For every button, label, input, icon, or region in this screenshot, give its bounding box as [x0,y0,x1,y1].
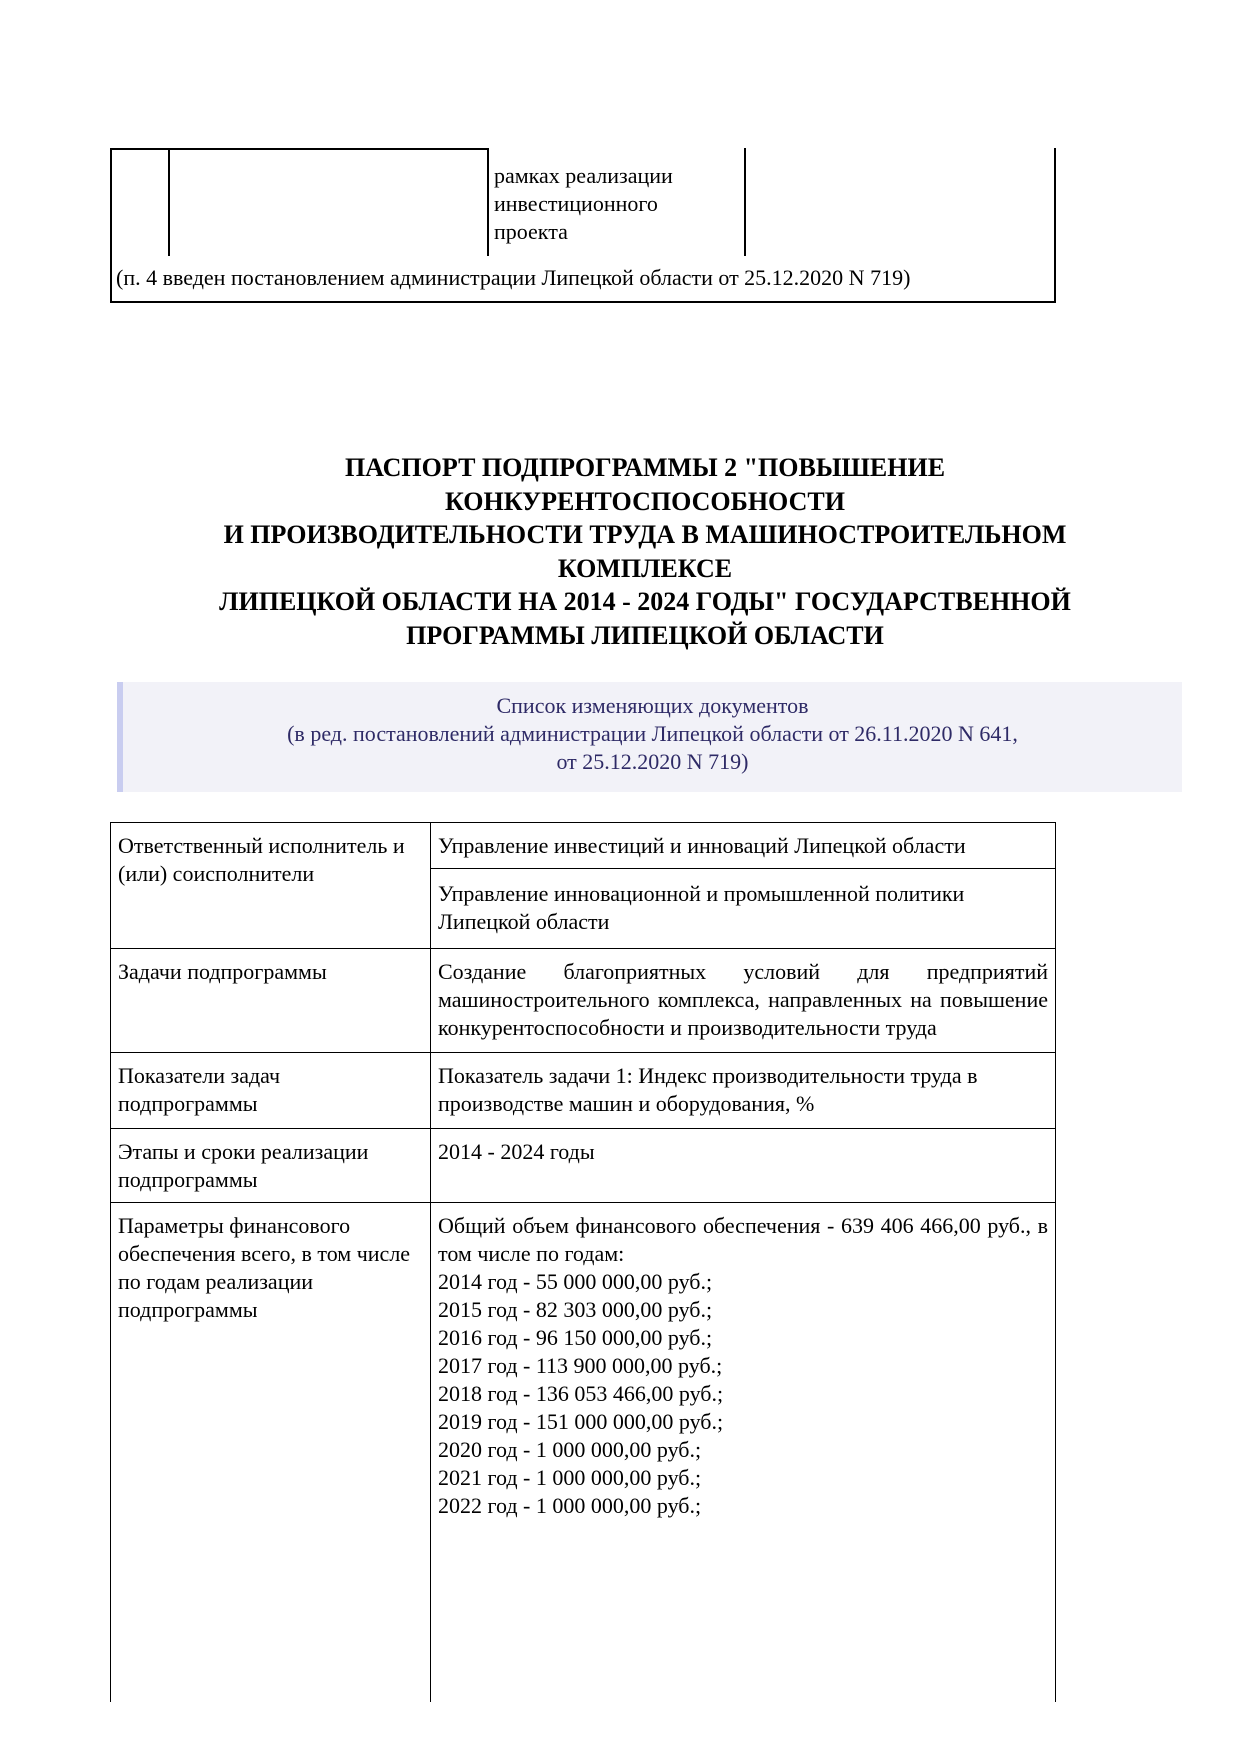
title-line: И ПРОИЗВОДИТЕЛЬНОСТИ ТРУДА В МАШИНОСТРОИТЕЛЬНОМ [223,520,1067,549]
passport-table [110,822,1056,1702]
row-value: Создание благоприятных условий для предприятий машиностроительного комплекса, направленных на повышение конкурентоспособности и производительности труда [431,949,1056,1053]
table-row [111,1053,1056,1129]
table-border [110,148,112,303]
table-border [487,148,489,256]
page-title [140,451,1150,652]
cell-line: инвестиционного [494,191,658,216]
finance-year-item: 2014 год - 55 000 000,00 руб.; [438,1269,713,1294]
finance-total: Общий объем финансового обеспечения - 639 406 466,00 руб., в том числе по годам: [438,1213,1048,1266]
changes-note-box [117,682,1182,792]
title-line: КОНКУРЕНТОСПОСОБНОСТИ [445,486,845,516]
table-border [1054,148,1056,303]
changes-note-line: (в ред. постановлений администрации Липецкой области от 26.11.2020 N 641, [287,721,1018,746]
row-label: Задачи подпрограммы [111,949,431,1053]
finance-year-item: 2018 год - 136 053 466,00 руб.; [438,1381,724,1406]
table-row [111,949,1056,1053]
table-row [111,1129,1056,1203]
row-value [431,1203,1056,1703]
row-value: 2014 - 2024 годы [431,1129,1056,1203]
row-label: Показатели задач подпрограммы [111,1053,431,1129]
row-label: Ответственный исполнитель и (или) соисполнители [111,823,431,949]
finance-year-item: 2021 год - 1 000 000,00 руб.; [438,1465,702,1490]
table-cell [494,162,739,246]
table-border [744,148,746,256]
table-border [168,148,170,256]
changes-note-line: от 25.12.2020 N 719) [556,749,749,774]
table-row [111,823,1056,869]
row-label: Этапы и сроки реализации подпрограммы [111,1129,431,1203]
changes-note-heading: Список изменяющих документов [496,693,809,718]
amendment-note: (п. 4 введен постановлением администрации Липецкой области от 25.12.2020 N 719) [116,265,911,290]
table-row [111,1203,1056,1703]
finance-years-list [438,1268,1048,1520]
finance-year-item: 2017 год - 113 900 000,00 руб.; [438,1353,723,1378]
row-value: Показатель задачи 1: Индекс производительности труда в производстве машин и оборудования, % [431,1053,1056,1129]
table-border [110,301,1056,303]
cell-line: рамках реализации [494,163,673,188]
finance-year-item: 2022 год - 1 000 000,00 руб.; [438,1493,702,1518]
title-line: ЛИПЕЦКОЙ ОБЛАСТИ НА 2014 - 2024 ГОДЫ" ГОСУДАРСТВЕННОЙ [219,587,1071,616]
title-line: КОМПЛЕКСЕ [557,553,733,583]
finance-year-item: 2015 год - 82 303 000,00 руб.; [438,1297,713,1322]
title-line: ПРОГРАММЫ ЛИПЕЦКОЙ ОБЛАСТИ [406,620,884,650]
title-line: ПАСПОРТ ПОДПРОГРАММЫ 2 "ПОВЫШЕНИЕ [344,453,946,482]
finance-year-item: 2020 год - 1 000 000,00 руб.; [438,1437,702,1462]
finance-year-item: 2016 год - 96 150 000,00 руб.; [438,1325,713,1350]
row-value: Управление инновационной и промышленной политики Липецкой области [431,869,1056,949]
table-border [110,148,488,150]
cell-line: проекта [494,219,568,244]
row-value: Управление инвестиций и инноваций Липецкой области [431,823,1056,869]
finance-year-item: 2019 год - 151 000 000,00 руб.; [438,1409,724,1434]
previous-table-fragment [110,148,1056,303]
row-label: Параметры финансового обеспечения всего, в том числе по годам реализации подпрограммы [111,1203,431,1703]
